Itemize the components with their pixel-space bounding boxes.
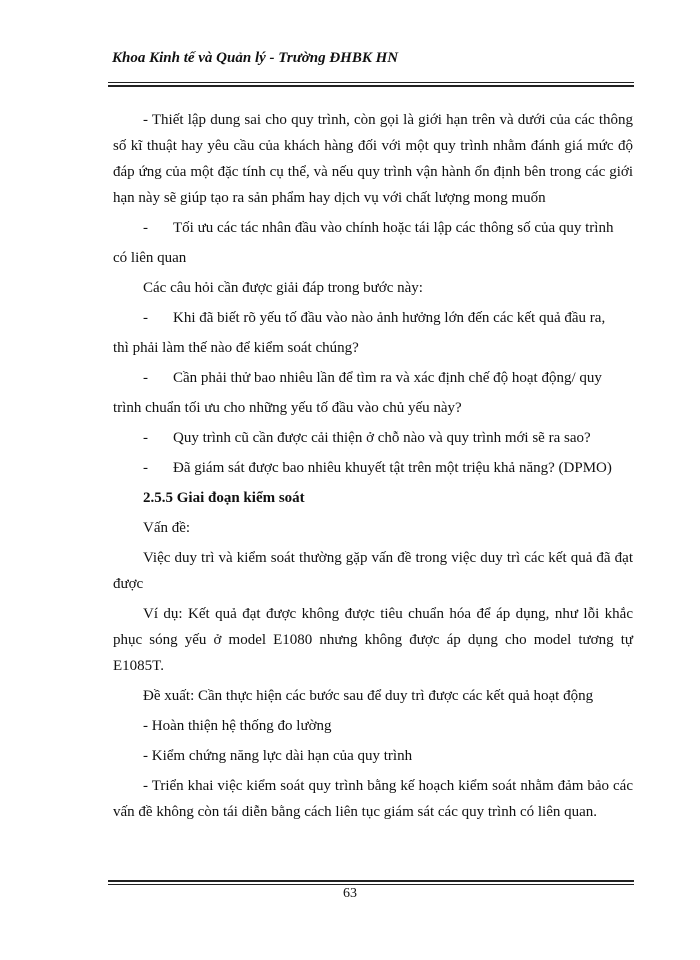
list-item-text: Tối ưu các tác nhân đầu vào chính hoặc tái lập các thông số của quy trình — [173, 220, 614, 236]
step-item: - Triển khai việc kiểm soát quy trình bằng kế hoạch kiểm soát nhằm đảm bảo các vấn đề không còn tái diễn bằng cách liên tục giám sát các quy trình có liên quan. — [113, 778, 633, 820]
paragraph-proposal: Đề xuất: Cần thực hiện các bước sau để duy trì được các kết quả hoạt động — [143, 688, 594, 704]
list-item-text: Quy trình cũ cần được cải thiện ở chỗ nào và quy trình mới sẽ ra sao? — [173, 430, 591, 446]
footer-rule-thick — [108, 880, 634, 882]
paragraph-problem: Việc duy trì và kiểm soát thường gặp vấn đề trong việc duy trì các kết quả đã đạt được — [113, 550, 633, 592]
list-item — [113, 455, 633, 481]
dash-marker: - — [143, 220, 148, 236]
dash-marker: - — [143, 430, 148, 446]
list-item-continuation: thì phải làm thế nào để kiểm soát chúng? — [113, 340, 359, 356]
dash-marker: - — [143, 310, 148, 326]
list-item-text: Đã giám sát được bao nhiêu khuyết tật trên một triệu khả năng? (DPMO) — [173, 460, 612, 476]
section-heading: 2.5.5 Giai đoạn kiểm soát — [143, 490, 305, 506]
list-item-continuation: trình chuẩn tối ưu cho những yếu tố đầu vào chủ yếu này? — [113, 400, 462, 416]
list-item — [113, 365, 633, 391]
page-header: Khoa Kinh tế và Quản lý - Trường ĐHBK HN — [112, 50, 399, 66]
paragraph-questions-intro: Các câu hỏi cần được giải đáp trong bước này: — [143, 280, 423, 296]
page-number: 63 — [343, 886, 357, 901]
list-item-text: Cần phải thử bao nhiêu lần để tìm ra và xác định chế độ hoạt động/ quy — [173, 370, 602, 386]
list-item-continuation: có liên quan — [113, 250, 187, 266]
header-rule — [108, 82, 634, 83]
header-rule-thick — [108, 85, 634, 87]
paragraph-example: Ví dụ: Kết quả đạt được không được tiêu chuẩn hóa để áp dụng, như lỗi khắc phục sóng yếu ở model E1080 nhưng không được áp dụng cho model tương tự E1085T. — [113, 606, 633, 674]
paragraph-tolerance: - Thiết lập dung sai cho quy trình, còn gọi là giới hạn trên và dưới của các thông số kĩ thuật hay yêu cầu của khách hàng đối với một quy trình nhằm đánh giá mức độ đáp ứng của một đặc tính cụ thể, và nếu quy trình vận hành ổn định bên trong các giới hạn này sẽ giúp tạo ra sản phẩm hay dịch vụ với chất lượng mong muốn — [113, 112, 633, 206]
dash-marker: - — [143, 370, 148, 386]
list-item — [113, 425, 633, 451]
problem-label: Vấn đề: — [143, 520, 191, 536]
footer-rule — [108, 884, 634, 885]
list-item — [113, 215, 633, 241]
dash-marker: - — [143, 460, 148, 476]
list-item-text: Khi đã biết rõ yếu tố đầu vào nào ảnh hưởng lớn đến các kết quả đầu ra, — [173, 310, 606, 326]
step-item: - Hoàn thiện hệ thống đo lường — [143, 718, 332, 734]
step-item: - Kiểm chứng năng lực dài hạn của quy trình — [143, 748, 413, 764]
page-body — [113, 107, 633, 829]
list-item — [113, 305, 633, 331]
